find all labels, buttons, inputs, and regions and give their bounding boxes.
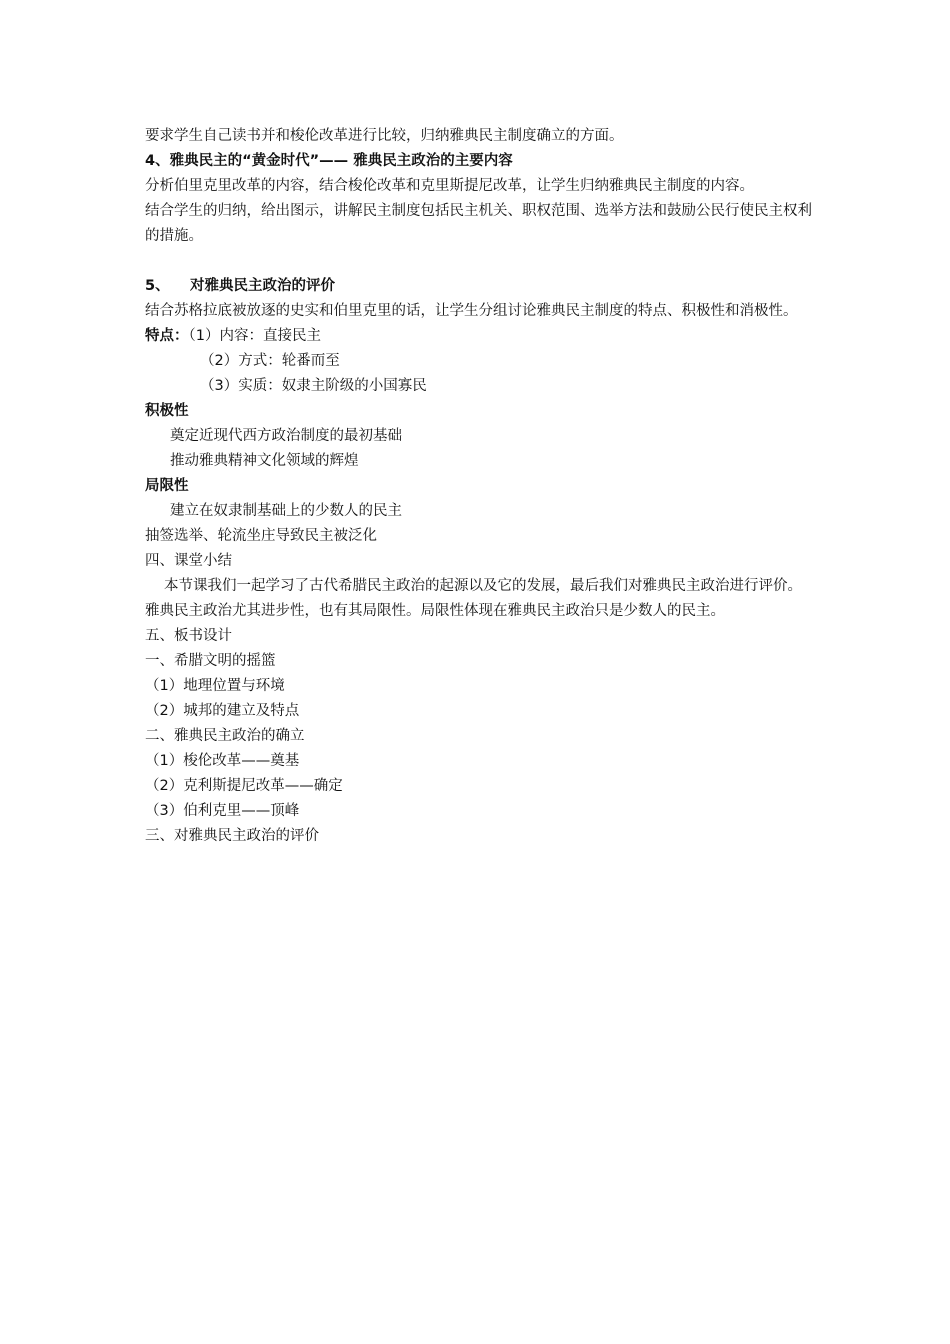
positive-item: 推动雅典精神文化领域的辉煌 — [170, 453, 359, 469]
board-line: 一、希腊文明的摇篮 — [145, 653, 276, 669]
section-4-body-text: 本节课我们一起学习了古代希腊民主政治的起源以及它的发展，最后我们对雅典民主政治进行评价。雅典民主政治尤其进步性，也有其局限性。局限性体现在雅典民主政治只是少数人的民主。 — [145, 578, 802, 619]
heading-section-5-text: 对雅典民主政治的评价 — [190, 278, 335, 294]
summary-paragraph: 结合学生的归纳，给出图示，讲解民主制度包括民主机关、职权范围、选举方法和鼓励公民行使民主权利的措施。 — [145, 203, 812, 244]
section-5-title: 五、板书设计 — [145, 628, 232, 644]
board-line: （2）城邦的建立及特点 — [145, 703, 300, 719]
features-line-1 — [145, 324, 813, 349]
feature-item: （1）内容：直接民主 — [188, 328, 321, 344]
positive-label: 积极性 — [145, 403, 189, 419]
limit-label: 局限性 — [145, 478, 189, 494]
limit-item: 建立在奴隶制基础上的少数人的民主 — [170, 503, 402, 519]
board-line: 二、雅典民主政治的确立 — [145, 728, 305, 744]
features-label: 特点： — [145, 328, 189, 344]
section-4-body — [145, 574, 813, 624]
board-line: （1）地理位置与环境 — [145, 678, 285, 694]
board-line: （1）梭伦改革——奠基 — [145, 753, 300, 769]
document-page — [145, 124, 813, 849]
feature-item: （3）实质：奴隶主阶级的小国寡民 — [200, 378, 427, 394]
heading-section-5 — [145, 274, 813, 299]
limit-item: 抽签选举、轮流坐庄导致民主被泛化 — [145, 528, 377, 544]
heading-section-4: 4、雅典民主的“黄金时代”—— 雅典民主政治的主要内容 — [145, 153, 513, 169]
board-line: 三、对雅典民主政治的评价 — [145, 828, 319, 844]
positive-item: 奠定近现代西方政治制度的最初基础 — [170, 428, 402, 444]
board-line: （2）克利斯提尼改革——确定 — [145, 778, 343, 794]
section-4-title: 四、课堂小结 — [145, 553, 232, 569]
heading-section-5-number: 5、 — [145, 278, 170, 294]
analysis-paragraph: 分析伯里克里改革的内容，结合梭伦改革和克里斯提尼改革，让学生归纳雅典民主制度的内容。 — [145, 178, 754, 194]
board-line: （3）伯利克里——顶峰 — [145, 803, 300, 819]
discussion-paragraph: 结合苏格拉底被放逐的史实和伯里克里的话，让学生分组讨论雅典民主制度的特点、积极性和消极性。 — [145, 303, 798, 319]
feature-item: （2）方式：轮番而至 — [200, 353, 340, 369]
blank-line — [145, 249, 813, 274]
intro-paragraph: 要求学生自己读书并和梭伦改革进行比较，归纳雅典民主制度确立的方面。 — [145, 128, 624, 144]
